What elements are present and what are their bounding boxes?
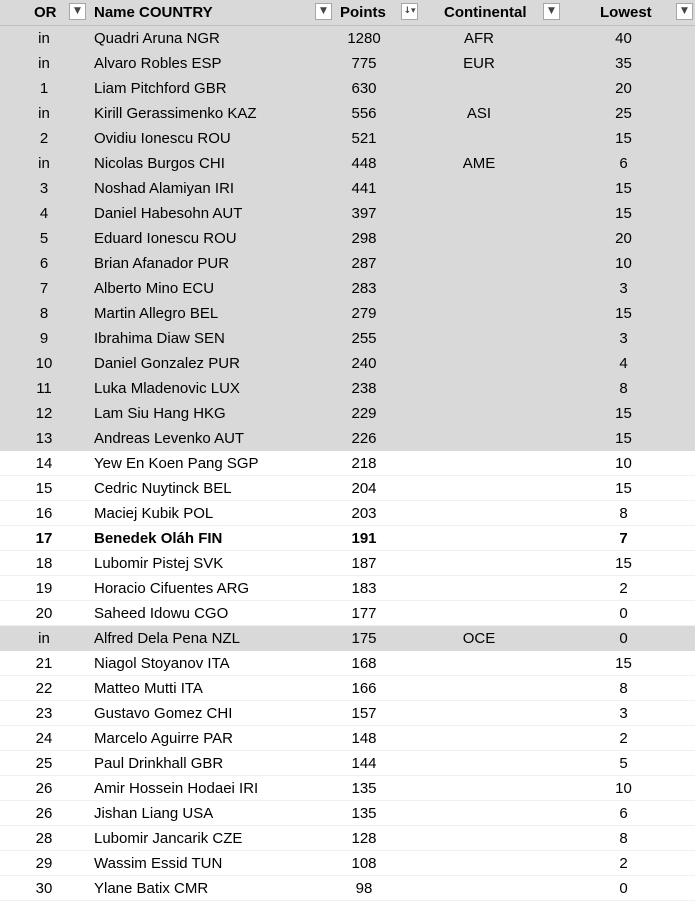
table-row[interactable] (0, 601, 695, 626)
or-cell[interactable]: 22 (0, 676, 88, 701)
table-row[interactable] (0, 301, 695, 326)
continental-cell[interactable] (420, 751, 562, 776)
lowest-cell[interactable]: 15 (562, 126, 695, 151)
name-cell[interactable]: Ovidiu Ionescu ROU (88, 126, 334, 151)
table-row[interactable] (0, 576, 695, 601)
continental-cell[interactable] (420, 351, 562, 376)
or-cell[interactable]: 12 (0, 401, 88, 426)
or-cell[interactable]: 8 (0, 301, 88, 326)
continental-cell[interactable] (420, 551, 562, 576)
or-cell[interactable]: in (0, 101, 88, 126)
name-cell[interactable]: Liam Pitchford GBR (88, 76, 334, 101)
table-row[interactable] (0, 501, 695, 526)
table-header (0, 0, 695, 26)
points-cell[interactable]: 238 (334, 376, 420, 401)
table-row[interactable] (0, 276, 695, 301)
or-cell[interactable]: in (0, 626, 88, 651)
name-cell[interactable]: Lam Siu Hang HKG (88, 401, 334, 426)
header-name-label: Name COUNTRY (94, 4, 213, 21)
name-cell[interactable]: Lubomir Pistej SVK (88, 551, 334, 576)
lowest-cell[interactable]: 20 (562, 226, 695, 251)
or-cell[interactable]: in (0, 151, 88, 176)
name-cell[interactable]: Benedek Oláh FIN (88, 526, 334, 551)
table-row[interactable] (0, 376, 695, 401)
points-cell[interactable]: 441 (334, 176, 420, 201)
continental-cell[interactable] (420, 851, 562, 876)
lowest-cell[interactable]: 10 (562, 776, 695, 801)
filter-dropdown-icon[interactable]: ▼ (543, 3, 560, 20)
lowest-cell[interactable]: 6 (562, 801, 695, 826)
name-cell[interactable]: Alberto Mino ECU (88, 276, 334, 301)
or-cell[interactable]: 2 (0, 126, 88, 151)
continental-cell[interactable] (420, 76, 562, 101)
lowest-cell[interactable]: 15 (562, 551, 695, 576)
continental-cell[interactable]: AFR (420, 26, 562, 51)
continental-cell[interactable] (420, 501, 562, 526)
lowest-cell[interactable]: 15 (562, 176, 695, 201)
table-row[interactable] (0, 526, 695, 551)
table-row[interactable] (0, 126, 695, 151)
lowest-cell[interactable]: 0 (562, 626, 695, 651)
or-cell[interactable]: 20 (0, 601, 88, 626)
continental-cell[interactable] (420, 326, 562, 351)
points-cell[interactable]: 630 (334, 76, 420, 101)
or-cell[interactable]: 30 (0, 876, 88, 901)
name-cell[interactable]: Nicolas Burgos CHI (88, 151, 334, 176)
continental-cell[interactable] (420, 226, 562, 251)
name-cell[interactable]: Noshad Alamiyan IRI (88, 176, 334, 201)
continental-cell[interactable] (420, 726, 562, 751)
points-cell[interactable]: 175 (334, 626, 420, 651)
lowest-cell[interactable]: 5 (562, 751, 695, 776)
name-cell[interactable]: Ylane Batix CMR (88, 876, 334, 901)
or-cell[interactable]: 19 (0, 576, 88, 601)
or-cell[interactable]: in (0, 26, 88, 51)
continental-cell[interactable]: OCE (420, 626, 562, 651)
name-cell[interactable]: Brian Afanador PUR (88, 251, 334, 276)
or-cell[interactable]: 26 (0, 776, 88, 801)
points-cell[interactable]: 148 (334, 726, 420, 751)
continental-cell[interactable]: AME (420, 151, 562, 176)
continental-cell[interactable] (420, 476, 562, 501)
lowest-cell[interactable]: 10 (562, 251, 695, 276)
table-body (0, 26, 695, 901)
points-cell[interactable]: 204 (334, 476, 420, 501)
lowest-cell[interactable]: 7 (562, 526, 695, 551)
table-row[interactable] (0, 676, 695, 701)
continental-cell[interactable]: ASI (420, 101, 562, 126)
or-cell[interactable]: 28 (0, 826, 88, 851)
header-name (88, 0, 334, 26)
table-row[interactable] (0, 451, 695, 476)
points-cell[interactable]: 108 (334, 851, 420, 876)
points-cell[interactable]: 157 (334, 701, 420, 726)
or-cell[interactable]: 18 (0, 551, 88, 576)
lowest-cell[interactable]: 25 (562, 101, 695, 126)
lowest-cell[interactable]: 2 (562, 576, 695, 601)
lowest-cell[interactable]: 15 (562, 651, 695, 676)
name-cell[interactable]: Matteo Mutti ITA (88, 676, 334, 701)
continental-cell[interactable] (420, 176, 562, 201)
table-row[interactable] (0, 151, 695, 176)
table-row[interactable] (0, 801, 695, 826)
or-cell[interactable]: 23 (0, 701, 88, 726)
lowest-cell[interactable]: 4 (562, 351, 695, 376)
name-cell[interactable]: Martin Allegro BEL (88, 301, 334, 326)
name-cell[interactable]: Eduard Ionescu ROU (88, 226, 334, 251)
points-cell[interactable]: 191 (334, 526, 420, 551)
continental-cell[interactable] (420, 826, 562, 851)
name-cell[interactable]: Ibrahima Diaw SEN (88, 326, 334, 351)
table-row[interactable] (0, 551, 695, 576)
or-cell[interactable]: 10 (0, 351, 88, 376)
points-cell[interactable]: 128 (334, 826, 420, 851)
header-lowest-label: Lowest (600, 4, 652, 21)
lowest-cell[interactable]: 15 (562, 401, 695, 426)
lowest-cell[interactable]: 8 (562, 826, 695, 851)
table-row[interactable] (0, 651, 695, 676)
lowest-cell[interactable]: 15 (562, 301, 695, 326)
table-row[interactable] (0, 876, 695, 901)
points-cell[interactable]: 218 (334, 451, 420, 476)
or-cell[interactable]: 4 (0, 201, 88, 226)
continental-cell[interactable] (420, 426, 562, 451)
points-cell[interactable]: 166 (334, 676, 420, 701)
header-or (0, 0, 88, 26)
or-cell[interactable]: 15 (0, 476, 88, 501)
name-cell[interactable]: Marcelo Aguirre PAR (88, 726, 334, 751)
points-cell[interactable]: 226 (334, 426, 420, 451)
continental-cell[interactable] (420, 701, 562, 726)
points-cell[interactable]: 279 (334, 301, 420, 326)
name-cell[interactable]: Niagol Stoyanov ITA (88, 651, 334, 676)
points-cell[interactable]: 283 (334, 276, 420, 301)
name-cell[interactable]: Luka Mladenovic LUX (88, 376, 334, 401)
name-cell[interactable]: Amir Hossein Hodaei IRI (88, 776, 334, 801)
lowest-cell[interactable]: 2 (562, 851, 695, 876)
lowest-cell[interactable]: 20 (562, 76, 695, 101)
table-row[interactable] (0, 401, 695, 426)
name-cell[interactable]: Jishan Liang USA (88, 801, 334, 826)
header-or-label: OR (34, 4, 57, 21)
table-row[interactable] (0, 201, 695, 226)
or-cell[interactable]: 26 (0, 801, 88, 826)
name-cell[interactable]: Kirill Gerassimenko KAZ (88, 101, 334, 126)
points-cell[interactable]: 135 (334, 776, 420, 801)
name-cell[interactable]: Alfred Dela Pena NZL (88, 626, 334, 651)
or-cell[interactable]: 9 (0, 326, 88, 351)
lowest-cell[interactable]: 35 (562, 51, 695, 76)
continental-cell[interactable] (420, 201, 562, 226)
or-cell[interactable]: 25 (0, 751, 88, 776)
name-cell[interactable]: Daniel Gonzalez PUR (88, 351, 334, 376)
header-continental (420, 0, 562, 26)
or-cell[interactable]: 17 (0, 526, 88, 551)
continental-cell[interactable] (420, 651, 562, 676)
name-cell[interactable]: Saheed Idowu CGO (88, 601, 334, 626)
continental-cell[interactable] (420, 676, 562, 701)
table-row[interactable] (0, 851, 695, 876)
points-cell[interactable]: 775 (334, 51, 420, 76)
points-cell[interactable]: 98 (334, 876, 420, 901)
table-row[interactable] (0, 701, 695, 726)
name-cell[interactable]: Andreas Levenko AUT (88, 426, 334, 451)
or-cell[interactable]: 7 (0, 276, 88, 301)
table-row[interactable] (0, 751, 695, 776)
points-cell[interactable]: 556 (334, 101, 420, 126)
name-cell[interactable]: Lubomir Jancarik CZE (88, 826, 334, 851)
header-lowest (562, 0, 695, 26)
or-cell[interactable]: 11 (0, 376, 88, 401)
table-row[interactable] (0, 351, 695, 376)
lowest-cell[interactable]: 6 (562, 151, 695, 176)
points-cell[interactable]: 287 (334, 251, 420, 276)
name-cell[interactable]: Daniel Habesohn AUT (88, 201, 334, 226)
table-row[interactable] (0, 26, 695, 51)
points-cell[interactable]: 255 (334, 326, 420, 351)
continental-cell[interactable] (420, 526, 562, 551)
lowest-cell[interactable]: 2 (562, 726, 695, 751)
filter-dropdown-icon[interactable]: ▼ (69, 3, 86, 20)
header-row (0, 0, 695, 26)
table-row[interactable] (0, 476, 695, 501)
lowest-cell[interactable]: 8 (562, 501, 695, 526)
table-row[interactable] (0, 51, 695, 76)
lowest-cell[interactable]: 0 (562, 876, 695, 901)
lowest-cell[interactable]: 40 (562, 26, 695, 51)
lowest-cell[interactable]: 3 (562, 326, 695, 351)
table-row[interactable] (0, 326, 695, 351)
name-cell[interactable]: Cedric Nuytinck BEL (88, 476, 334, 501)
lowest-cell[interactable]: 15 (562, 476, 695, 501)
lowest-cell[interactable]: 3 (562, 276, 695, 301)
header-continental-label: Continental (444, 4, 527, 21)
or-cell[interactable]: 5 (0, 226, 88, 251)
continental-cell[interactable] (420, 376, 562, 401)
points-cell[interactable]: 187 (334, 551, 420, 576)
points-cell[interactable]: 168 (334, 651, 420, 676)
or-cell[interactable]: in (0, 51, 88, 76)
continental-cell[interactable] (420, 876, 562, 901)
name-cell[interactable]: Quadri Aruna NGR (88, 26, 334, 51)
name-cell[interactable]: Alvaro Robles ESP (88, 51, 334, 76)
continental-cell[interactable] (420, 401, 562, 426)
or-cell[interactable]: 24 (0, 726, 88, 751)
table-row[interactable] (0, 251, 695, 276)
lowest-cell[interactable]: 3 (562, 701, 695, 726)
header-points (334, 0, 420, 26)
table-row[interactable] (0, 226, 695, 251)
continental-cell[interactable] (420, 301, 562, 326)
points-cell[interactable]: 1280 (334, 26, 420, 51)
name-cell[interactable]: Horacio Cifuentes ARG (88, 576, 334, 601)
or-cell[interactable]: 16 (0, 501, 88, 526)
continental-cell[interactable] (420, 126, 562, 151)
sort-descending-filter-icon[interactable]: ↓▾ (401, 3, 418, 20)
points-cell[interactable]: 144 (334, 751, 420, 776)
continental-cell[interactable] (420, 601, 562, 626)
name-cell[interactable]: Maciej Kubik POL (88, 501, 334, 526)
or-cell[interactable]: 3 (0, 176, 88, 201)
filter-dropdown-icon[interactable]: ▼ (676, 3, 693, 20)
points-cell[interactable]: 448 (334, 151, 420, 176)
points-cell[interactable]: 240 (334, 351, 420, 376)
lowest-cell[interactable]: 8 (562, 376, 695, 401)
name-cell[interactable]: Paul Drinkhall GBR (88, 751, 334, 776)
name-cell[interactable]: Wassim Essid TUN (88, 851, 334, 876)
table-row[interactable] (0, 776, 695, 801)
points-cell[interactable]: 135 (334, 801, 420, 826)
lowest-cell[interactable]: 8 (562, 676, 695, 701)
lowest-cell[interactable]: 0 (562, 601, 695, 626)
table-row[interactable] (0, 826, 695, 851)
lowest-cell[interactable]: 10 (562, 451, 695, 476)
lowest-cell[interactable]: 15 (562, 201, 695, 226)
or-cell[interactable]: 6 (0, 251, 88, 276)
points-cell[interactable]: 397 (334, 201, 420, 226)
header-points-label: Points (340, 4, 386, 21)
or-cell[interactable]: 13 (0, 426, 88, 451)
continental-cell[interactable]: EUR (420, 51, 562, 76)
points-cell[interactable]: 298 (334, 226, 420, 251)
table-row[interactable] (0, 426, 695, 451)
table-row[interactable] (0, 76, 695, 101)
or-cell[interactable]: 14 (0, 451, 88, 476)
points-cell[interactable]: 183 (334, 576, 420, 601)
table-row[interactable] (0, 101, 695, 126)
table-row[interactable] (0, 626, 695, 651)
name-cell[interactable]: Gustavo Gomez CHI (88, 701, 334, 726)
name-cell[interactable]: Yew En Koen Pang SGP (88, 451, 334, 476)
table-row[interactable] (0, 726, 695, 751)
continental-cell[interactable] (420, 801, 562, 826)
points-cell[interactable]: 203 (334, 501, 420, 526)
continental-cell[interactable] (420, 276, 562, 301)
continental-cell[interactable] (420, 451, 562, 476)
points-cell[interactable]: 521 (334, 126, 420, 151)
table-row[interactable] (0, 176, 695, 201)
points-cell[interactable]: 177 (334, 601, 420, 626)
continental-cell[interactable] (420, 251, 562, 276)
or-cell[interactable]: 1 (0, 76, 88, 101)
lowest-cell[interactable]: 15 (562, 426, 695, 451)
or-cell[interactable]: 29 (0, 851, 88, 876)
or-cell[interactable]: 21 (0, 651, 88, 676)
points-cell[interactable]: 229 (334, 401, 420, 426)
continental-cell[interactable] (420, 776, 562, 801)
continental-cell[interactable] (420, 576, 562, 601)
filter-dropdown-icon[interactable]: ▼ (315, 3, 332, 20)
